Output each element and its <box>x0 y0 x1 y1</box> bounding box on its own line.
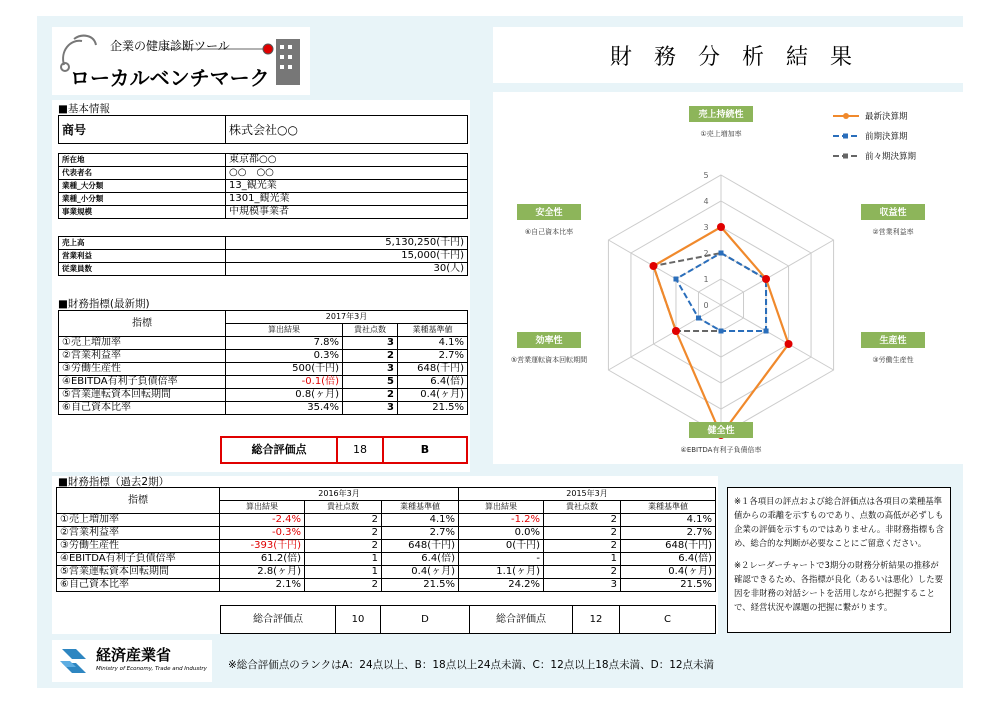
meti-emblem-icon <box>56 643 92 679</box>
result-header: 算出結果 <box>220 501 305 514</box>
legend-label: 最新決算期 <box>865 112 908 122</box>
indicator-standard: 2.7% <box>398 350 468 363</box>
company-table <box>58 115 468 144</box>
radar-tick-label: 5 <box>703 171 709 180</box>
result-1: -0.3% <box>220 527 305 540</box>
result-1: 61.2(倍) <box>220 553 305 566</box>
logo-title: ローカルベンチマーク <box>70 66 270 90</box>
indicator-name: ⑥自己資本比率 <box>59 402 226 415</box>
total-score: 18 <box>337 437 383 463</box>
finance-value: 30(人) <box>226 263 468 276</box>
standard-2: 2.7% <box>621 527 716 540</box>
standard-1: 648(千円) <box>382 540 459 553</box>
score-1: 1 <box>305 553 382 566</box>
result-1: -2.4% <box>220 514 305 527</box>
indicator-result: 35.4% <box>226 402 343 415</box>
finance-label: 従業員数 <box>59 263 226 276</box>
finance-summary-table <box>58 236 468 276</box>
logo-subtitle: 企業の健康診断ツール <box>110 39 230 53</box>
indicator-score: 3 <box>343 363 398 376</box>
result-1: 2.1% <box>220 579 305 592</box>
radar-axis-label: 生産性 <box>879 336 907 346</box>
radar-series-line <box>653 253 766 331</box>
standard-header: 業種基準値 <box>621 501 716 514</box>
radar-axis-sublabel: ⑥自己資本比率 <box>524 228 574 236</box>
indicator-score: 2 <box>343 389 398 402</box>
radar-axis-label: 安全性 <box>535 208 563 218</box>
notes-box <box>727 487 951 633</box>
radar-data-point <box>717 223 725 231</box>
standard-header: 業種基準値 <box>382 501 459 514</box>
total2-rank: C <box>620 606 716 634</box>
indicator-score: 2 <box>343 350 398 363</box>
total1-rank: D <box>381 606 470 634</box>
profile-label: 代表者名 <box>59 167 226 180</box>
page-title: 財務分析結果 <box>609 44 874 70</box>
finance-label: 売上高 <box>59 237 226 250</box>
result-2: - <box>459 553 544 566</box>
indicator-result: 0.3% <box>226 350 343 363</box>
score-2: 2 <box>544 527 621 540</box>
past-section-title: ■財務指標（過去2期） <box>58 476 170 488</box>
standard-header: 業種基準値 <box>398 324 468 337</box>
indicator-name: ②営業利益率 <box>57 527 220 540</box>
title-panel <box>493 27 969 83</box>
radar-axis-sublabel: ③労働生産性 <box>872 356 914 364</box>
profile-table <box>58 153 468 219</box>
score-2: 2 <box>544 566 621 579</box>
radar-tick-label: 4 <box>703 197 709 206</box>
profile-value: 1301_観光業 <box>226 193 468 206</box>
ministry-en: Ministry of Economy, Trade and Industry <box>96 666 207 672</box>
radar-chart <box>493 92 969 464</box>
score-1: 2 <box>305 514 382 527</box>
score-2: 3 <box>544 579 621 592</box>
indicator-name: ④EBITDA有利子負債倍率 <box>57 553 220 566</box>
result-2: -1.2% <box>459 514 544 527</box>
company-label: 商号 <box>59 116 226 144</box>
indicator-standard: 648(千円) <box>398 363 468 376</box>
legend-marker <box>843 113 849 119</box>
finance-value: 15,000(千円) <box>226 250 468 263</box>
result-2: 1.1(ヶ月) <box>459 566 544 579</box>
profile-label: 業種_大分類 <box>59 180 226 193</box>
logo-panel <box>52 27 310 95</box>
past-indicator-panel <box>52 476 718 634</box>
radar-data-point <box>672 327 680 335</box>
basic-info-panel <box>52 100 470 472</box>
indicator-name: ⑤営業運転資本回転期間 <box>59 389 226 402</box>
score-header: 貴社点数 <box>305 501 382 514</box>
radar-data-point <box>649 262 657 270</box>
result-2: 0(千円) <box>459 540 544 553</box>
radar-axis-sublabel: ②営業利益率 <box>872 228 914 236</box>
indicator-name: ②営業利益率 <box>59 350 226 363</box>
profile-value: 中規模事業者 <box>226 206 468 219</box>
indicator-standard: 0.4(ヶ月) <box>398 389 468 402</box>
legend-label: 前々期決算期 <box>865 152 917 162</box>
radar-chart-panel <box>493 92 969 464</box>
radar-tick-label: 0 <box>703 301 709 310</box>
profile-value: 13_観光業 <box>226 180 468 193</box>
total2-label: 総合評価点 <box>470 606 573 634</box>
result-2: 24.2% <box>459 579 544 592</box>
score-header: 貴社点数 <box>544 501 621 514</box>
indicator-name: ④EBITDA有利子負債倍率 <box>59 376 226 389</box>
indicator-name: ③労働生産性 <box>57 540 220 553</box>
past-indicator-table <box>56 487 716 592</box>
indicator-name: ①売上増加率 <box>59 337 226 350</box>
total1-label: 総合評価点 <box>221 606 336 634</box>
standard-2: 6.4(倍) <box>621 553 716 566</box>
score-2: 2 <box>544 514 621 527</box>
table-row <box>57 553 716 566</box>
score-header: 貴社点数 <box>343 324 398 337</box>
score-2: 2 <box>544 540 621 553</box>
indicator-result: 0.8(ヶ月) <box>226 389 343 402</box>
radar-spoke <box>721 240 834 305</box>
radar-data-point <box>719 251 724 256</box>
radar-data-point <box>719 329 724 334</box>
result-2: 0.0% <box>459 527 544 540</box>
indicator-standard: 6.4(倍) <box>398 376 468 389</box>
standard-2: 648(千円) <box>621 540 716 553</box>
legend-marker <box>843 134 848 139</box>
indicator-header: 指標 <box>57 488 220 514</box>
table-row <box>59 402 468 415</box>
result-header: 算出結果 <box>226 324 343 337</box>
total-label: 総合評価点 <box>221 437 337 463</box>
radar-axis-label: 効率性 <box>535 336 563 346</box>
indicator-score: 3 <box>343 337 398 350</box>
indicator-result: 500(千円) <box>226 363 343 376</box>
radar-tick-label: 1 <box>703 275 709 284</box>
table-row <box>59 363 468 376</box>
radar-tick-label: 2 <box>703 249 709 258</box>
table-row <box>57 540 716 553</box>
profile-label: 所在地 <box>59 154 226 167</box>
radar-data-point <box>785 340 793 348</box>
indicator-name: ⑥自己資本比率 <box>57 579 220 592</box>
table-row <box>59 350 468 363</box>
period-header: 2017年3月 <box>226 311 468 324</box>
profile-value: ○○ ○○ <box>226 167 468 180</box>
standard-1: 6.4(倍) <box>382 553 459 566</box>
latest-indicator-table <box>58 310 468 415</box>
radar-axis-sublabel: ①売上増加率 <box>700 130 742 138</box>
meti-logo-panel <box>52 640 212 682</box>
indicator-score: 3 <box>343 402 398 415</box>
standard-2: 21.5% <box>621 579 716 592</box>
table-row <box>57 514 716 527</box>
indicator-name: ①売上増加率 <box>57 514 220 527</box>
standard-1: 0.4(ヶ月) <box>382 566 459 579</box>
past-total-table <box>220 605 716 634</box>
rank-note: ※総合評価点のランクはA：24点以上、B：18点以上24点未満、C：12点以上18点未満、D：12点未満 <box>228 659 715 671</box>
result-1: 2.8(ヶ月) <box>220 566 305 579</box>
radar-data-point <box>762 275 770 283</box>
radar-axis-label: 売上持続性 <box>698 110 744 120</box>
radar-axis-label: 収益性 <box>879 208 907 218</box>
latest-section-title: ■財務指標(最新期) <box>58 298 150 310</box>
radar-axis-label: 健全性 <box>707 426 735 436</box>
ministry-name: 経済産業省 <box>96 646 172 664</box>
radar-data-point <box>673 277 678 282</box>
indicator-score: 5 <box>343 376 398 389</box>
indicator-name: ⑤営業運転資本回転期間 <box>57 566 220 579</box>
table-row <box>57 566 716 579</box>
score-1: 2 <box>305 527 382 540</box>
table-row <box>57 579 716 592</box>
finance-label: 営業利益 <box>59 250 226 263</box>
note-1: ※１各項目の評点および総合評価点は各項目の業種基準値からの乖離を示すものであり、点数の高低が必ずしも企業の評価を示すものではありません。非財務指標も含め、総合的な判断が必要なことにご留意ください。 <box>734 496 944 548</box>
latest-total-table <box>220 436 468 464</box>
legend-label: 前期決算期 <box>865 132 908 142</box>
standard-1: 21.5% <box>382 579 459 592</box>
indicator-header: 指標 <box>59 311 226 337</box>
table-row <box>59 389 468 402</box>
radar-data-point <box>764 329 769 334</box>
table-row <box>59 337 468 350</box>
standard-1: 4.1% <box>382 514 459 527</box>
score-2: 1 <box>544 553 621 566</box>
total-rank: B <box>383 437 467 463</box>
table-row <box>57 527 716 540</box>
standard-2: 0.4(ヶ月) <box>621 566 716 579</box>
indicator-result: 7.8% <box>226 337 343 350</box>
radar-axis-sublabel: ⑤営業運転資本回転期間 <box>510 356 588 364</box>
radar-tick-label: 3 <box>703 223 709 232</box>
profile-value: 東京都○○ <box>226 154 468 167</box>
basic-info-title: ■基本情報 <box>58 103 110 115</box>
radar-data-point <box>696 316 701 321</box>
score-1: 2 <box>305 579 382 592</box>
period1-header: 2016年3月 <box>220 488 459 501</box>
profile-label: 業種_小分類 <box>59 193 226 206</box>
legend-marker <box>843 154 848 159</box>
note-2: ※２レーダーチャートで3期分の財務分析結果の推移が確認できるため、各指標が良化（あるいは悪化）した要因を非財務の対話シートを活用しながら把握することで、経営状況や課題の把握に繋がります。 <box>734 560 944 612</box>
company-value: 株式会社○○ <box>226 116 468 144</box>
total2-score: 12 <box>573 606 620 634</box>
radar-axis-sublabel: ④EBITDA有利子負債倍率 <box>680 446 762 454</box>
standard-2: 4.1% <box>621 514 716 527</box>
indicator-name: ③労働生産性 <box>59 363 226 376</box>
standard-1: 2.7% <box>382 527 459 540</box>
result-header: 算出結果 <box>459 501 544 514</box>
table-row <box>59 376 468 389</box>
indicator-result: -0.1(倍) <box>226 376 343 389</box>
radar-spoke <box>608 305 721 370</box>
indicator-standard: 4.1% <box>398 337 468 350</box>
period2-header: 2015年3月 <box>459 488 716 501</box>
score-1: 2 <box>305 540 382 553</box>
profile-label: 事業規模 <box>59 206 226 219</box>
finance-value: 5,130,250(千円) <box>226 237 468 250</box>
total1-score: 10 <box>336 606 381 634</box>
indicator-standard: 21.5% <box>398 402 468 415</box>
score-1: 1 <box>305 566 382 579</box>
result-1: -393(千円) <box>220 540 305 553</box>
